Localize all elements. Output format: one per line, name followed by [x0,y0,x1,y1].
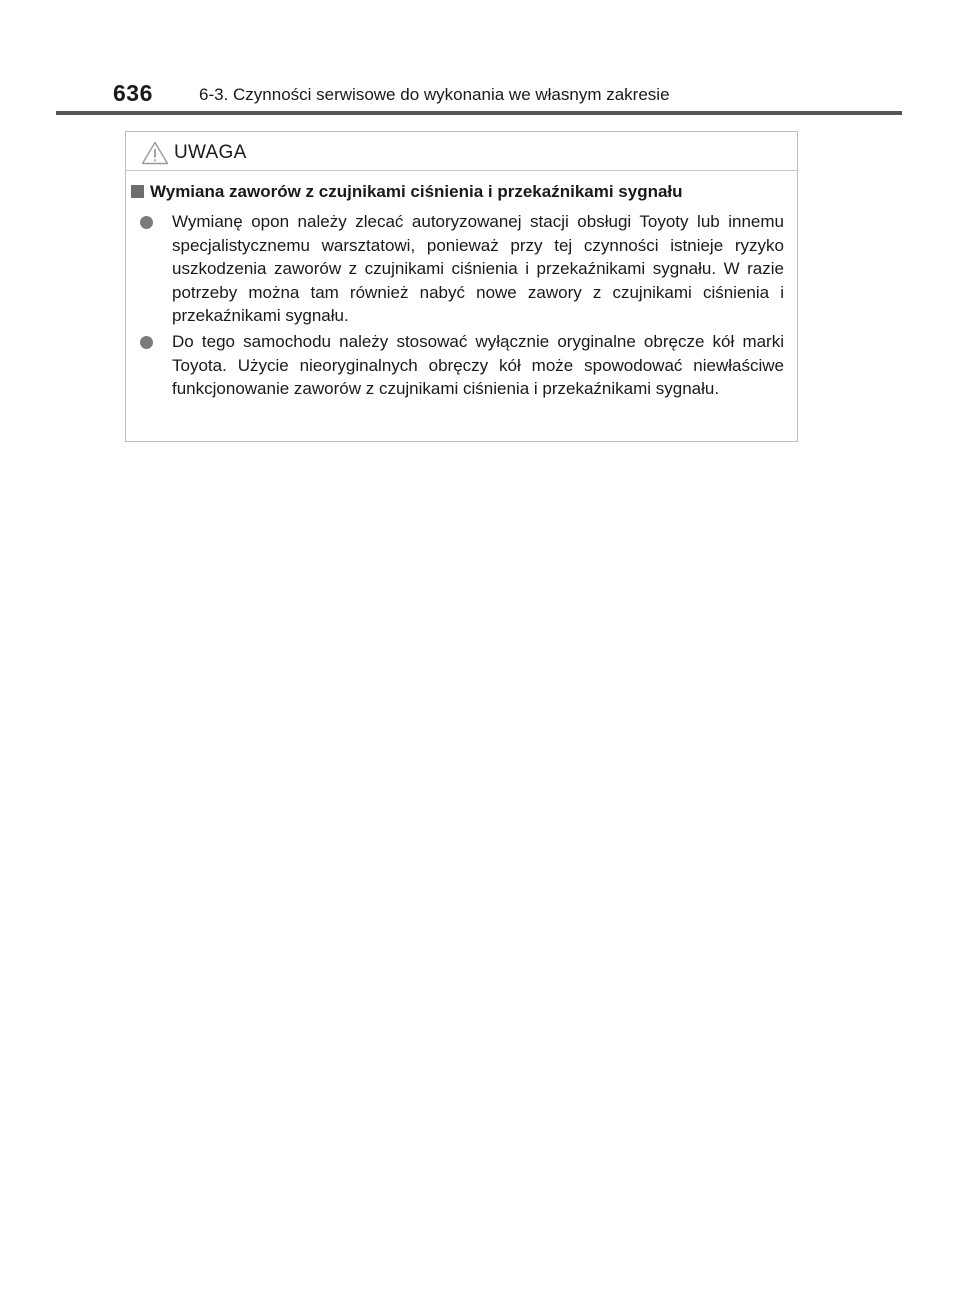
warning-triangle-icon [141,141,169,165]
bullet-item [140,330,786,430]
bullet-text: Wymianę opon należy zlecać autoryzowanej stacji obsługi Toyoty lub innemu specjalistycznemu warsztatowi, ponieważ przy tej czynności istnieje ryzyko uszkodzenia zaworów z czujnikami ciśnienia i przekaźnikami sygnału. W razie potrzeby można tam również nabyć nowe zawory z czujnikami ciśnienia i przekaźnikami sygnału. [172,212,784,325]
page-number: 636 [113,80,153,106]
bullet-item [140,210,786,330]
header-rule [56,111,902,115]
square-bullet-icon [131,185,144,198]
warning-box [125,131,798,442]
warning-label: UWAGA [174,142,247,163]
warning-item-heading [130,181,790,205]
circle-bullet-icon [140,336,153,349]
section-title: 6-3. Czynności serwisowe do wykonania we własnym zakresie [199,85,670,104]
bullet-text: Do tego samochodu należy stosować wyłącznie oryginalne obręcze kół marki Toyota. Użycie nieoryginalnych obręczy kół może spowodować niewłaściwe funkcjonowanie zaworów z czujnikami ciśnienia i przekaźnikami sygnału. [172,332,784,398]
warning-item-title: Wymiana zaworów z czujnikami ciśnienia i przekaźnikami sygnału [150,182,683,201]
warning-heading [126,132,797,171]
page-header [0,0,960,116]
circle-bullet-icon [140,216,153,229]
